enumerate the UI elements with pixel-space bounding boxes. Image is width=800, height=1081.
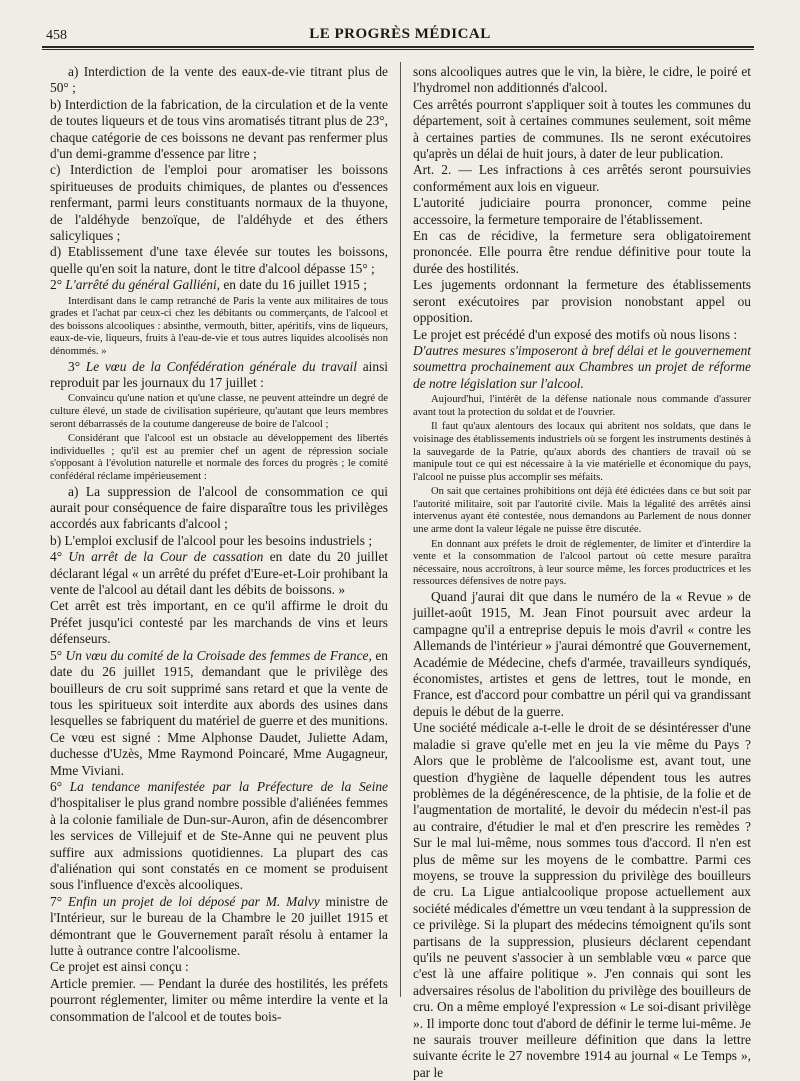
paragraph-number: 4°: [50, 549, 69, 565]
quoted-paragraph: Interdisant dans le camp retranché de Paris la vente aux militaires de tous grades et l'achat par ceux-ci chez les débitants ou commerçants, de l'alcool et des boissons alcooliques : absinthe, vermouth, bitter, apéritifs, vins de liqueurs, eaux-de-vie, liqueurs, fruits à l'eau-de-vie et tous autres liquides alcoolisés non dénommés. »: [50, 295, 388, 358]
numbered-paragraph: [50, 549, 388, 598]
quoted-paragraph: Considérant que l'alcool est un obstacle au développement des libertés individuelles ; qu'il est au premier chef un agent de répression sociale s'opposant à l'évolution naturelle et normale des forces du progrès ; le comité confédéral réclame impérieusement :: [50, 433, 388, 483]
left-column: [50, 64, 389, 1024]
italic-reference: La tendance manifestée par la Préfecture de la Seine: [69, 778, 388, 794]
numbered-paragraph: [50, 277, 388, 293]
body-paragraph: Ces arrêtés pourront s'appliquer soit à toutes les communes du département, soit à certaines communes seulement, soit même à certaines parties de communes. Ils ne seront exécutoires qu'après un délai de huit jours, à dater de leur publication.: [413, 96, 751, 162]
page-number: 458: [46, 28, 67, 43]
body-paragraph: Une société médicale a-t-elle le droit de se désintéresser d'une maladie si grave qu'elle met en jeu la vie même du Pays ? Alors que le problème de l'alcoolisme est, avant tout, une question d'hygiène de laquelle dépendent tous les autres problèmes de la dégénérescence, de la phtisie, de la folie et de l'augmentation de mortalité, le devoir du médecin n'est-il pas au contraire, d'étudier le mal et d'en prescrire les remèdes ? Sur le mal lui-même, nous sommes tous d'accord. Il n'en est plus de même sur les moyens de le combattre. Parmi ces moyens, se trouve la suppression du privilège des bouilleurs de cru. La Ligue antialcoolique propose actuellement aux société médicales d'émettre un vœu tendant à la suppression de ce privilège. Si la plupart des médecins témoignent qu'ils sont partisans de la suppression, plusieurs déclarent cependant qu'ils ne peuvent s'associer à un semblable vœu « parce que c'est là une affaire politique ». J'en connais qui sont les adversaires résolus de l'abolition du privilège des bouilleurs de cru. On a même employé l'expression « Le soi-disant privilège ». Il importe donc tout d'abord de définir le terme lui-même. Je ne saurais trouver meilleure définition que dans la lettre suivante écrite le 27 novembre 1914 au journal « Le Temps », par le: [413, 720, 751, 1080]
italic-reference: Enfin un projet de loi déposé par M. Malvy: [67, 893, 320, 909]
paragraph-text: ainsi reproduit par les journaux du 17 juillet :: [50, 358, 389, 391]
body-paragraph: Article premier. — Pendant la durée des hostilités, les préfets pourront réglementer, limiter ou même interdire la vente et la consommation de l'alcool et de toutes bois-: [50, 975, 388, 1024]
body-paragraph: En cas de récidive, la fermeture sera obligatoirement prononcée. Elle pourra être rendue définitive pour toute la durée des hostilités.: [413, 228, 751, 276]
page-header: [0, 0, 800, 48]
italic-reference: Un vœu du comité de la Croisade des femmes de France,: [65, 647, 372, 663]
body-paragraph: Ce projet est ainsi conçu :: [50, 959, 189, 975]
body-paragraph: a) Interdiction de la vente des eaux-de-vie titrant plus de 50° ;: [50, 64, 388, 96]
paragraph-text: d'hospitaliser le plus grand nombre possible d'aliénées femmes à la colonie familiale de Dun-sur-Auron, afin de désencombrer les services de Villejuif et de Ste-Anne qui ne peuvent plus suffire aux admissions quotidiennes. La plupart des cas d'aliénation qui sont constatés en ce moment se produisent sous l'influence d'excès alcooliques.: [50, 795, 388, 893]
body-paragraph: Quand j'aurai dit que dans le numéro de la « Revue » de juillet-août 1915, M. Jean Finot poursuit avec ardeur la campagne qu'il a entreprise depuis le mois d'avril « contre les Allemands de l'intérieur » j'aurai démontré que Gouvernement, Académie de Médecine, chefs d'armée, travailleurs syndiqués, économistes, artistes et gens de lettres, tout le monde, en France, est d'accord pour combattre un péril qui va grandissant depuis le début de la guerre.: [413, 589, 751, 719]
italic-reference: L'arrêté du général Galliéni,: [65, 277, 221, 293]
body-paragraph: b) L'emploi exclusif de l'alcool pour les besoins industriels ;: [50, 532, 373, 548]
body-paragraph: d) Etablissement d'une taxe élevée sur toutes les boissons, quelle qu'en soit la nature, dont le titre d'alcool dépasse 15° ;: [50, 244, 388, 276]
body-paragraph: c) Interdiction de l'emploi pour aromatiser les boissons spiritueuses de produits chimiques, de plantes ou d'essences renfermant, parmi leurs constituants normaux de la thuyone, de l'aldéhyde benzoïque, de l'aldéhyde et des éthers salicyliques ;: [50, 162, 388, 244]
quoted-italic-paragraph: D'autres mesures s'imposeront à bref délai et le gouvernement soumettra prochainement aux Chambres un projet de réforme de notre législation sur l'alcool.: [413, 342, 751, 391]
journal-title: LE PROGRÈS MÉDICAL: [309, 26, 491, 42]
paragraph-number: 7°: [50, 893, 68, 909]
body-paragraph: b) Interdiction de la fabrication, de la circulation et de la vente de toutes liqueurs et de tous vins aromatisés titrant plus de 23°, chaque catégorie de ces boissons ne devant pas renfermer plus d'un demi-gramme d'essence par litre ;: [50, 96, 388, 162]
numbered-paragraph: [50, 894, 388, 960]
quoted-paragraph: Il faut qu'aux alentours des locaux qui abritent nos soldats, que dans le voisinage des établissements industriels où se forgent les instruments destinés à la sauvegarde de la Patrie, qu'aux abords des chantiers de travail où se manipule tout ce qui est nécessaire à la vie matérielle et économique du pays, l'alcool ne puisse plus accomplir ses méfaits.: [413, 421, 751, 483]
body-paragraph: Le projet est précédé d'un exposé des motifs où nous lisons :: [413, 326, 738, 342]
numbered-paragraph: [50, 359, 388, 392]
paragraph-text: ministre de l'Intérieur, sur le bureau de la Chambre le 20 juillet 1915 et démontrant que le Gouvernement paraît résolu à entamer la lutte à outrance contre l'alcoolisme.: [50, 893, 388, 958]
numbered-paragraph: [50, 648, 388, 779]
body-paragraph: sons alcooliques autres que le vin, la bière, le cidre, le poiré et l'hydromel non additionnés d'alcool.: [413, 64, 751, 96]
body-paragraph: Art. 2. — Les infractions à ces arrêtés seront poursuivies conformément aux lois en vigueur.: [413, 162, 751, 194]
quoted-paragraph: On sait que certaines prohibitions ont déjà été édictées dans ce but soit par l'autorité militaire, soit par l'autorité civile. Mais la légalité des arrêtés ainsi intervenus ayant été contestée, nous demandons au Parlement de nous donner une arme dont la valeur légale ne puisse être discutée.: [413, 486, 751, 536]
body-paragraph: Cet arrêt est très important, en ce qu'il affirme le droit du Préfet jusqu'ici contesté par les marchands de vins et leurs défenseurs.: [50, 598, 388, 647]
column-divider: [400, 62, 401, 997]
header-rule-thin: [42, 49, 754, 50]
quoted-paragraph: Convaincu qu'une nation et qu'une classe, ne peuvent atteindre un degré de culture élevé, un stade de civilisation supérieure, qu'autant que leurs membres seront débarrassés de la coutume dangereuse de boire de l'alcool ;: [50, 393, 388, 430]
body-paragraph: Les jugements ordonnant la fermeture des établissements seront exécutoires par provision nonobstant appel ou opposition.: [413, 277, 751, 326]
paragraph-text: en date du 26 juillet 1915, demandant que le privilège des bouilleurs de cru soit supprimé sans retard et que la vente de tous les spiritueux soit interdite aux abords des usines dans lesquelles se fabriquent du matériel de guerre et des munitions. Ce vœu est signé : Mme Alphonse Daudet, Juliette Adam, duchesse d'Uzès, Mme Raymond Poincaré, Mme Augagneur, Mme Viviani.: [50, 647, 388, 778]
paragraph-text: en date du 16 juillet 1915 ;: [220, 277, 367, 293]
body-paragraph: L'autorité judiciaire pourra prononcer, comme peine accessoire, la fermeture temporaire de l'établissement.: [413, 195, 751, 227]
paragraph-number: 6°: [50, 778, 70, 794]
paragraph-number: 2°: [50, 277, 66, 293]
header-rule: [42, 46, 754, 48]
paragraph-number: 3°: [68, 358, 86, 374]
italic-reference: Le vœu de la Confédération générale du travail: [85, 358, 358, 374]
italic-reference: Un arrêt de la Cour de cassation: [68, 549, 264, 565]
right-column: [413, 64, 751, 1080]
quoted-paragraph: En donnant aux préfets le droit de réglementer, de limiter et d'interdire la vente et la consommation de l'alcool partout où cette mesure paraîtra nécessaire, nous accroîtrons, à leur source même, les forces productrices et les ressources défensives de notre pays.: [413, 538, 751, 588]
body-paragraph: a) La suppression de l'alcool de consommation ce qui aurait pour conséquence de faire disparaître tous les privilèges accordés aux fabricants d'alcool ;: [50, 483, 388, 532]
quoted-paragraph: Aujourd'hui, l'intérêt de la défense nationale nous commande d'assurer avant tout la protection du soldat et de l'ouvrier.: [413, 394, 751, 418]
paragraph-number: 5°: [50, 647, 66, 663]
paragraph-text: en date du 20 juillet déclarant légal « un arrêté du préfet d'Eure-et-Loir prohibant la vente de l'alcool au détail dant les débits de boissons. »: [50, 549, 388, 598]
numbered-paragraph: [50, 779, 388, 894]
